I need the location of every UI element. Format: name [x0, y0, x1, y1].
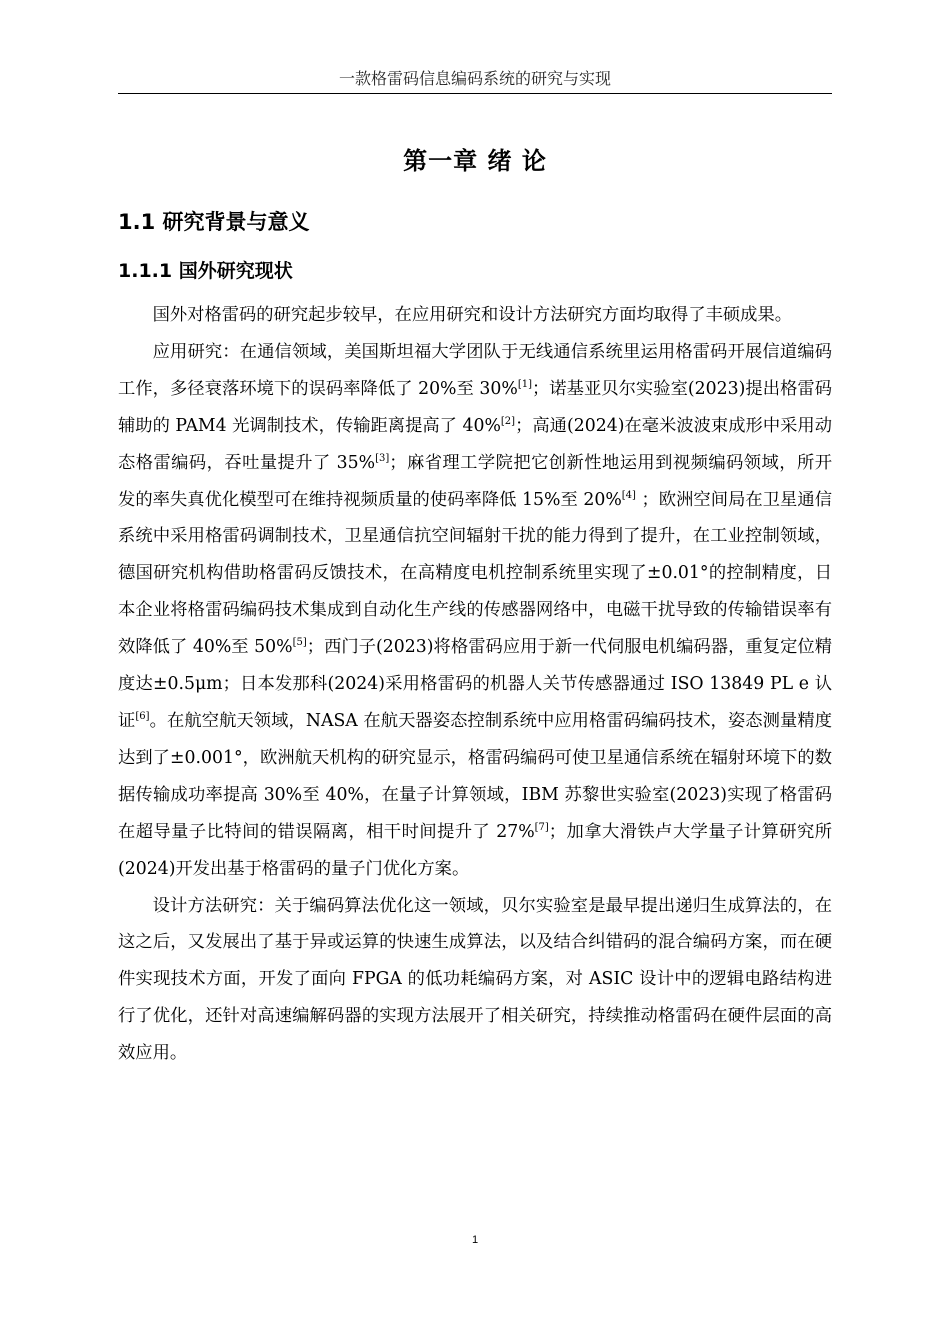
page-number: 1 [471, 1234, 479, 1246]
paragraph-text: ；麻省理工学院把它创新性地运用到视频编码领域，所开发的率失真优化模型可在维持视频质量的使码率降低 15%至 20% [118, 452, 832, 510]
citation-6[interactable]: [6] [135, 710, 150, 722]
paragraph-design-methods: 设计方法研究：关于编码算法优化这一领域，贝尔实验室是最早提出递归生成算法的，在这之后，又发展出了基于异或运算的快速生成算法，以及结合纠错码的混合编码方案，而在硬件实现技术方面，开发了面向 FPGA 的低功耗编码方案，对 ASIC 设计中的逻辑电路结构进行了优化，还针对高速编解码器的实现方法展开了相关研究，持续推动格雷码在硬件层面的高效应用。 [118, 895, 832, 1064]
header-rule [118, 93, 832, 94]
citation-5[interactable]: [5] [292, 637, 307, 649]
paragraph-application-research [118, 334, 832, 888]
paragraph-text: ；加拿大滑铁卢大学量子计算研究所(2024)开发出基于格雷码的量子门优化方案。 [118, 821, 832, 879]
paragraph-text: 。在航空航天领域，NASA 在航天器姿态控制系统中应用格雷码编码技术，姿态测量精度达到了±0.001°，欧洲航天机构的研究显示，格雷码编码可使卫星通信系统在辐射环境下的数据传输成功率提高 30%至 40%，在量子计算领域，IBM 苏黎世实验室(2023)实现了格雷码在超导量子比特间的错误隔离，相干时间提升了 27% [118, 710, 832, 842]
running-header: 一款格雷码信息编码系统的研究与实现 [338, 69, 611, 88]
citation-1[interactable]: [1] [517, 378, 532, 390]
citation-4[interactable]: [4] [621, 489, 636, 501]
citation-3[interactable]: [3] [375, 452, 390, 464]
paragraph-text: 应用研究：在通信领域，美国斯坦福大学团队于无线通信系统里运用格雷码开展信道编码工作，多径衰落环境下的误码率降低了 20%至 30% [118, 341, 832, 399]
paragraph-intro: 国外对格雷码的研究起步较早，在应用研究和设计方法研究方面均取得了丰硕成果。 [152, 305, 793, 325]
section-heading: 1.1 研究背景与意义 [118, 210, 310, 234]
paragraph-text: ；诺基亚贝尔实验室(2023)提出格雷码辅助的 PAM4 光调制技术，传输距离提高了 40% [118, 378, 833, 436]
citation-7[interactable]: [7] [534, 821, 549, 833]
chapter-title: 第一章 绪 论 [403, 147, 547, 175]
paragraph-text: ；高通(2024)在毫米波波束成形中采用动态格雷编码，吞吐量提升了 35% [118, 415, 832, 473]
paragraph-text: ；欧洲空间局在卫星通信系统中采用格雷码调制技术，卫星通信抗空间辐射干扰的能力得到了提升，在工业控制领域，德国研究机构借助格雷码反馈技术，在高精度电机控制系统里实现了±0.01°的控制精度，日本企业将格雷码编码技术集成到自动化生产线的传感器网络中，电磁干扰导致的传输错误率有效降低了 40%至 50% [118, 489, 832, 658]
subsection-heading: 1.1.1 国外研究现状 [118, 260, 293, 282]
citation-2[interactable]: [2] [500, 415, 516, 427]
body-text [118, 297, 832, 1072]
paragraph-text: ；西门子(2023)将格雷码应用于新一代伺服电机编码器，重复定位精度达±0.5μm；日本发那科(2024)采用格雷码的机器人关节传感器通过 ISO 13849 PL e 认证 [118, 637, 833, 731]
